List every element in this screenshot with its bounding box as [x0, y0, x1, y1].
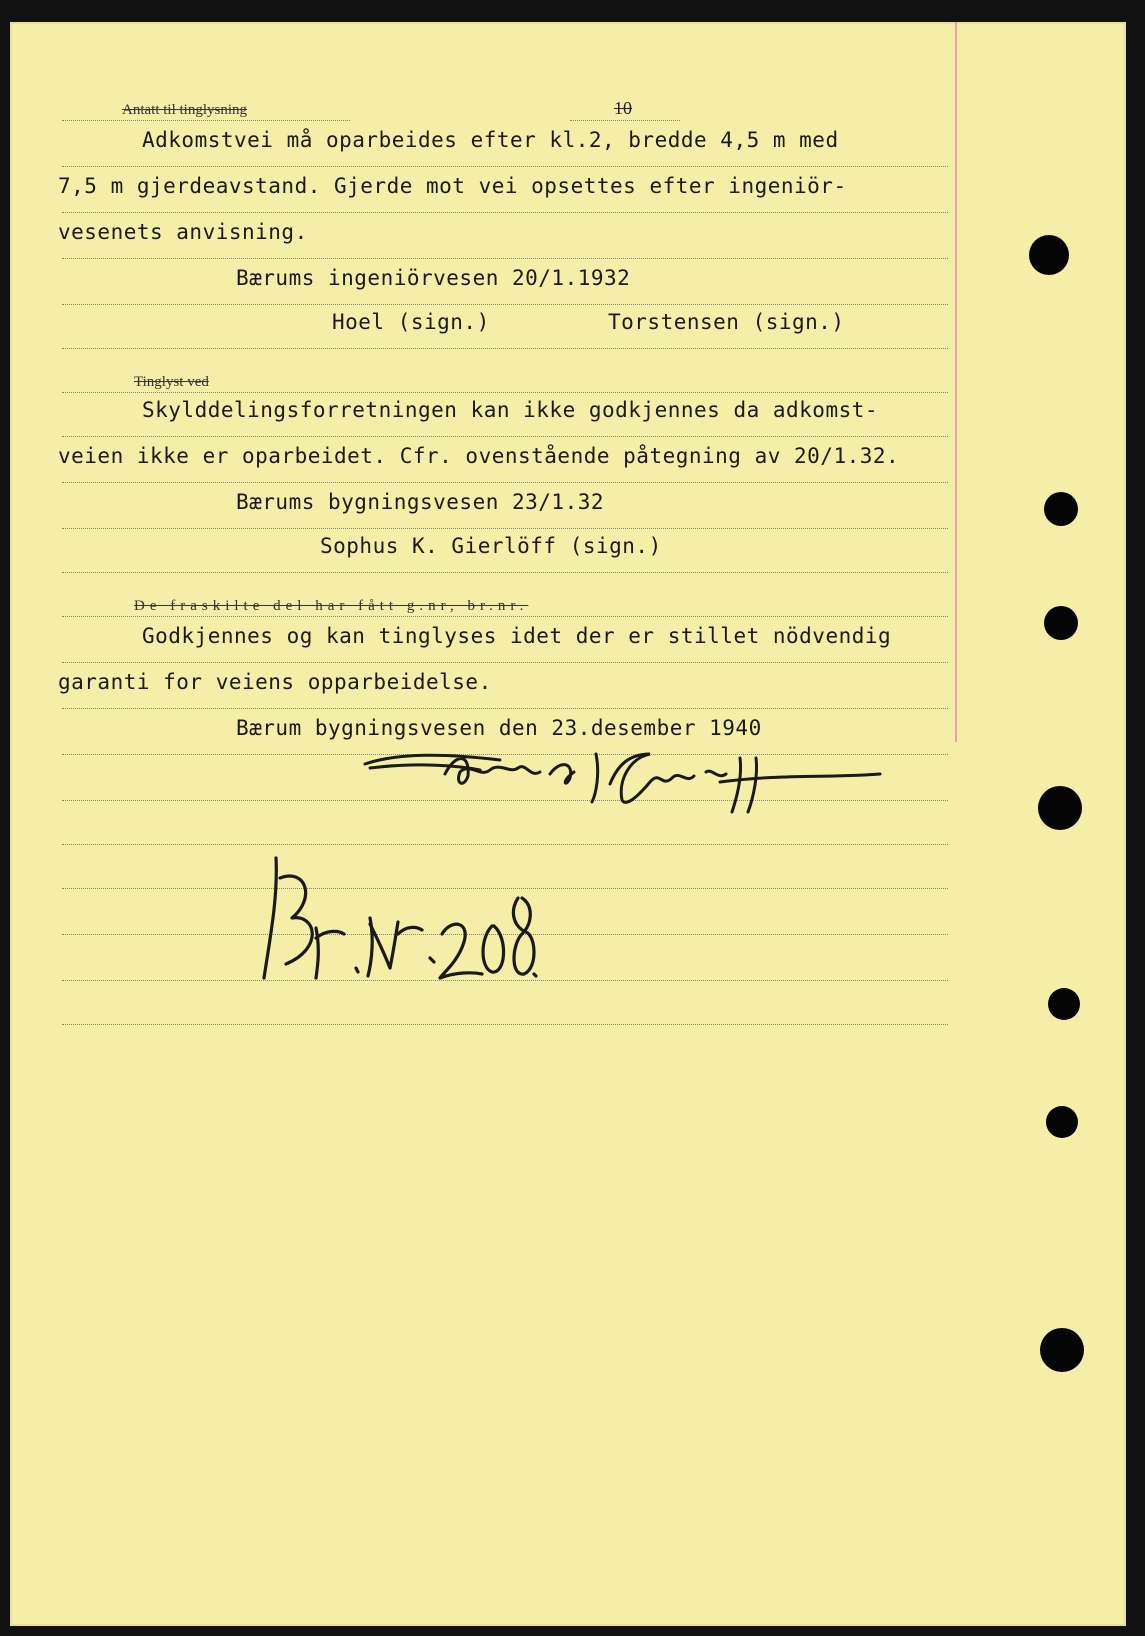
document-page — [10, 22, 1126, 1626]
text-line: Godkjennes og kan tinglyses idet der er stillet nödvendig — [142, 624, 892, 648]
ruled-line — [62, 708, 948, 709]
ruled-line — [62, 212, 948, 213]
text-line: Bærums ingeniörvesen 20/1.1932 — [236, 266, 631, 290]
struck-header: Tinglyst ved — [134, 374, 209, 390]
text-line: vesenets anvisning. — [58, 220, 308, 244]
text-line: Bærum bygningsvesen den 23.desember 1940 — [236, 716, 762, 740]
ruled-line — [62, 392, 948, 393]
ruled-line — [570, 120, 680, 121]
page-number: 10 — [614, 98, 632, 118]
handwritten-signature — [360, 744, 890, 814]
struck-header: Antatt til tinglysning — [122, 102, 248, 118]
handwritten-note — [246, 838, 546, 988]
text-line: garanti for veiens opparbeidelse. — [58, 670, 492, 694]
ruled-line — [62, 616, 948, 617]
ruled-line — [62, 662, 948, 663]
punch-hole — [1044, 606, 1078, 640]
ruled-line — [62, 258, 948, 259]
text-line: Adkomstvei må oparbeides efter kl.2, bredde 4,5 m med — [142, 128, 839, 152]
punch-hole — [1048, 988, 1080, 1020]
text-line: 7,5 m gjerdeavstand. Gjerde mot vei opsettes efter ingeniör- — [58, 174, 847, 198]
text-line: Sophus K. Gierlöff (sign.) — [320, 534, 662, 558]
margin-line — [955, 22, 957, 742]
struck-header: De fraskilte del har fått g.nr, br.nr. — [134, 598, 529, 614]
signature-right: Torstensen (sign.) — [608, 310, 845, 334]
punch-hole — [1029, 235, 1069, 275]
ruled-line — [62, 1024, 948, 1025]
punch-hole — [1040, 1328, 1084, 1372]
ruled-line — [62, 120, 350, 121]
ruled-line — [62, 166, 948, 167]
punch-hole — [1044, 492, 1078, 526]
text-line: Bærums bygningsvesen 23/1.32 — [236, 490, 605, 514]
ruled-line — [62, 436, 948, 437]
ruled-line — [62, 304, 948, 305]
ruled-line — [62, 528, 948, 529]
text-line: Skylddelingsforretningen kan ikke godkjennes da adkomst- — [142, 398, 879, 422]
ruled-line — [62, 572, 948, 573]
text-line: veien ikke er oparbeidet. Cfr. ovenstående påtegning av 20/1.32. — [58, 444, 900, 468]
punch-hole — [1046, 1106, 1078, 1138]
signature-left: Hoel (sign.) — [332, 310, 490, 334]
punch-hole — [1038, 786, 1082, 830]
ruled-line — [62, 482, 948, 483]
ruled-line — [62, 348, 948, 349]
